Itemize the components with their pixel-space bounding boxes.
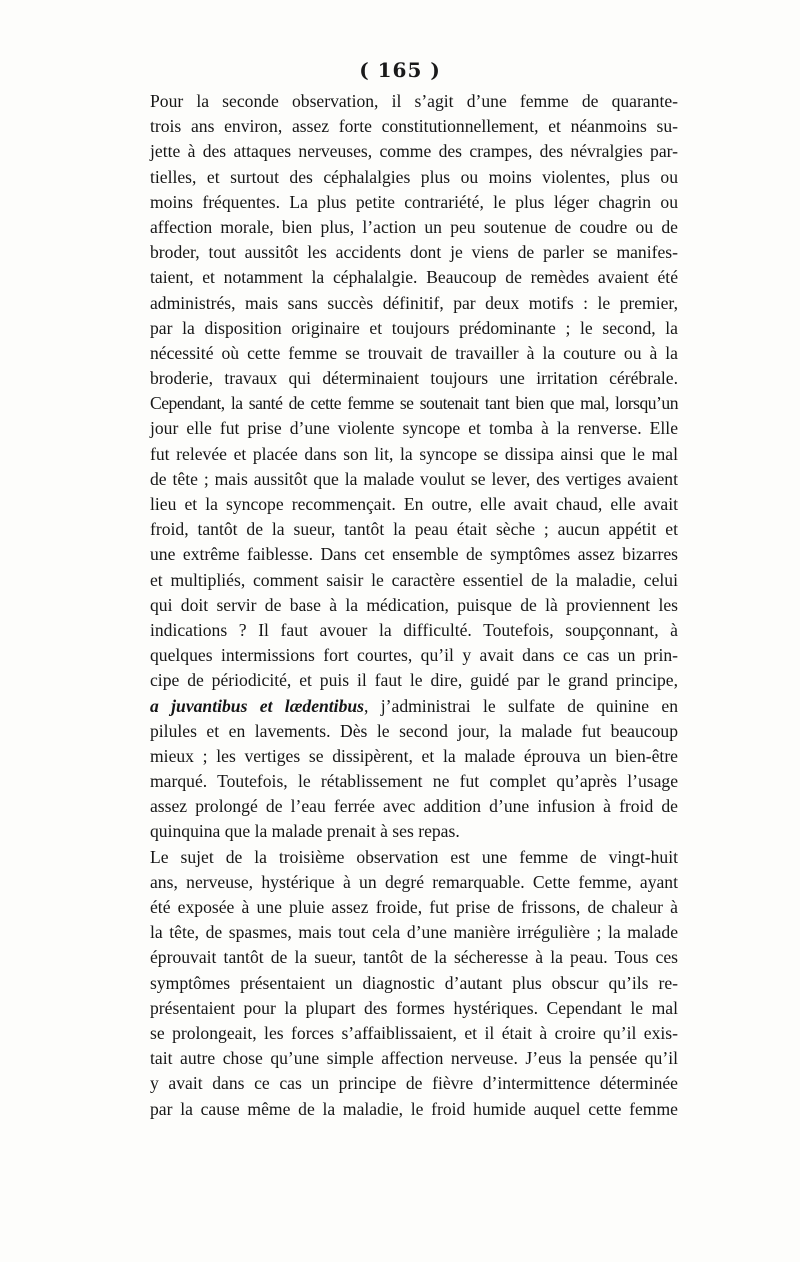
text-line: ans, nerveuse, hystérique à un degré remarquable. Cette femme, ayant [150,871,678,892]
text-line: administrés, mais sans succès définitif, par deux motifs : le premier, [150,292,678,313]
text-line: se prolongeait, les forces s’affaiblissaient, et il était à croire qu’il exis- [150,1022,678,1043]
text-line: tait autre chose qu’une simple affection nerveuse. J’eus la pensée qu’il [150,1048,678,1069]
body-text [150,89,678,1122]
text-line: indications ? Il faut avouer la difficulté. Toutefois, soupçonnant, à [150,619,678,640]
text-line: été exposée à une pluie assez froide, fut prise de frissons, de chaleur à [150,897,678,917]
text-line: pilules et en lavements. Dès le second jour, la malade fut beaucoup [150,720,678,741]
text-line: marqué. Toutefois, le rétablissement ne fut complet qu’après l’usage [150,771,678,792]
text-line: taient, et notamment la céphalalgie. Beaucoup de remèdes avaient été [150,267,678,288]
text-line: la tête, de spasmes, mais tout cela d’une manière irrégulière ; la malade [150,922,678,943]
latin-line-rest: , j’administrai le sulfate de quinine en [364,695,678,716]
text-line: quinquina que la malade prenait à ses repas. [150,821,460,842]
text-line: cipe de périodicité, et puis il faut le dire, guidé par le grand principe, [150,670,678,691]
text-line: Le sujet de la troisième observation est une femme de vingt-huit [150,846,678,867]
text-line: lieu et la syncope recommençait. En outre, elle avait chaud, elle avait [150,494,678,514]
text-line: broder, tout aussitôt les accidents dont je viens de parler se manifes- [150,242,678,263]
text-line: quelques intermissions fort courtes, qu’il y avait dans ce cas un prin- [150,645,678,666]
text-line: assez prolongé de l’eau ferrée avec addition d’une infusion à froid de [150,796,678,817]
text-line: symptômes présentaient un diagnostic d’autant plus obscur qu’ils re- [150,972,678,993]
text-line: Cependant, la santé de cette femme se soutenait tant bien que mal, lorsqu’un [150,393,678,414]
text-line: éprouvait tantôt de la sueur, tantôt de la sécheresse à la peau. Tous ces [150,947,678,968]
text-line: tielles, et surtout des céphalalgies plus ou moins violentes, plus ou [150,166,678,187]
text-line: broderie, travaux qui déterminaient toujours une irritation cérébrale. [150,368,678,389]
text-line: une extrême faiblesse. Dans cet ensemble de symptômes assez bizarres [150,544,678,565]
text-line: froid, tantôt de la sueur, tantôt la peau était sèche ; aucun appétit et [150,519,678,540]
text-line: par la disposition originaire et toujours prédominante ; le second, la [150,317,678,338]
text-line: présentaient pour la plupart des formes hystériques. Cependant le mal [150,997,678,1018]
latin-phrase: a juvantibus et lædentibus [150,695,365,716]
paragraph-third-observation [150,845,678,1122]
paragraph-second-observation [150,89,678,845]
text-line: jour elle fut prise d’une violente syncope et tomba à la renverse. Elle [150,418,678,439]
text-line: de tête ; mais aussitôt que la malade voulut se lever, des vertiges avaient [150,468,678,489]
text-line: moins fréquentes. La plus petite contrariété, le plus léger chagrin ou [150,191,678,212]
page-number: ( 165 ) [359,58,441,82]
text-line: qui doit servir de base à la médication, puisque de là proviennent les [150,594,678,615]
text-line: fut relevée et placée dans son lit, la syncope se dissipa ainsi que le mal [150,443,678,464]
text-line: affection morale, bien plus, l’action un peu soutenue de coudre ou de [150,216,678,237]
text-line: nécessité où cette femme se trouvait de travailler à la couture ou à la [150,342,678,363]
text-line: jette à des attaques nerveuses, comme des crampes, des névralgies par- [150,141,678,162]
text-line: y avait dans ce cas un principe de fièvre d’intermittence déterminée [150,1073,678,1094]
text-line-latin-quote [150,694,678,719]
text-line: Pour la seconde observation, il s’agit d’une femme de quarante- [150,91,678,111]
text-line: par la cause même de la maladie, le froid humide auquel cette femme [150,1098,678,1119]
text-line: mieux ; les vertiges se dissipèrent, et la malade éprouva un bien-être [150,745,678,766]
text-line: trois ans environ, assez forte constitutionnellement, et néanmoins su- [150,116,678,137]
text-line: et multipliés, comment saisir le caractère essentiel de la maladie, celui [150,569,678,590]
